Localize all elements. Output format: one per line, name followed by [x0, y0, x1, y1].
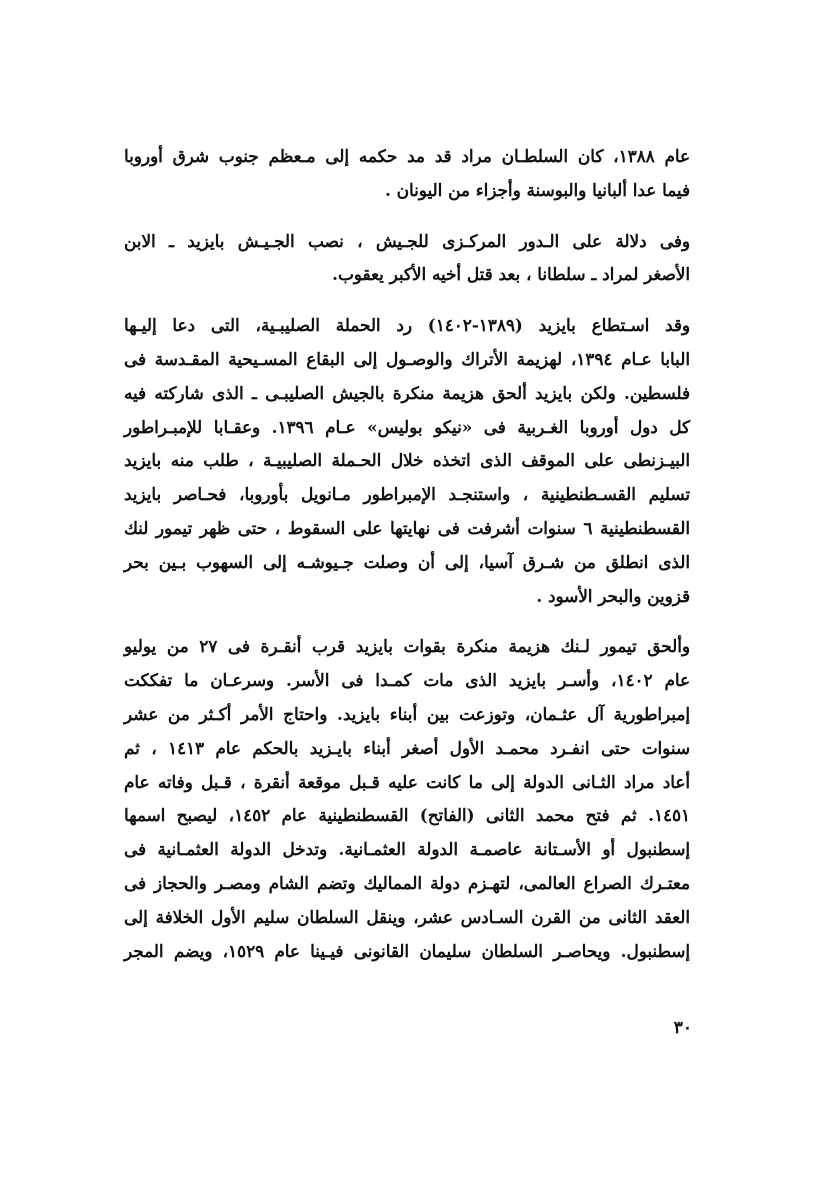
- text-line: وألحق تيمور لـنك هزيمة منكرة بقوات بايزيد قرب أنقـرة فى ٢٧ من يوليو: [124, 636, 690, 657]
- text-line: عام ١٤٠٢، وأسـر بايزيد الذى مات كمـدا فى الأسر. وسرعـان ما تفككت: [124, 670, 690, 691]
- text-line: إمبراطورية آل عثـمان، وتوزعت بين أبناء بايزيد. واحتاج الأمر أكـثر من عشر: [124, 703, 690, 724]
- text-line: فيما عدا ألبانيا والبوسنة وأجزاء من اليونان .: [385, 179, 690, 200]
- text-line: ١٤٥١. ثم فتح محمد الثانى (الفاتح) القسطنطينية عام ١٤٥٢، ليصبح اسمها: [124, 805, 690, 826]
- text-line: تسليم القسـطنطينية ، واستنجـد الإمبراطور مـانويل بأوروبا، فحـاصر بايزيد: [124, 484, 690, 505]
- text-line: عام ١٣٨٨، كان السلطـان مراد قد مد حكمه إلى مـعظم جنوب شرق أوروبا: [124, 146, 690, 166]
- text-line: القسطنطينية ٦ سنوات أشرفت فى نهايتها على السقوط ، حتى ظهر تيمور لنك: [124, 517, 690, 538]
- text-line: إسطنبول. ويحاصـر السلطان سليمان القانونى فيـينا عام ١٥٢٩، ويضم المجر: [124, 940, 690, 961]
- paragraph-2: [124, 225, 690, 293]
- text-line: وفى دلالة على الـدور المركـزى للجـيش ، نصب الجـيـش بايزيد ـ الابن: [124, 230, 690, 251]
- paragraph-4: [124, 630, 690, 968]
- text-line: العقد الثانى من القرن السـادس عشر، وينقل السلطان سليم الأول الخلافة إلى: [124, 906, 690, 927]
- text-line: الأصغر لمراد ـ سلطانا ، بعد قتل أخيه الأكبر يعقوب.: [332, 264, 690, 285]
- body-text: [124, 140, 690, 968]
- paragraph-3: [124, 309, 690, 613]
- text-line: إسطنبول أو الأسـتانة عاصمـة الدولة العثمـانية. وتدخل الدولة العثمـانية فى: [124, 839, 690, 860]
- text-line: كل دول أوروبا الغـربية فى «نيكو بوليس» عـام ١٣٩٦. وعقـابا للإمبـراطور: [124, 416, 690, 437]
- text-line: الذى انطلق من شـرق آسيا، إلى أن وصلت جـيوشـه إلى السهوب بـين بحر: [124, 551, 690, 572]
- text-line: قزوين والبحر الأسود .: [536, 585, 690, 606]
- text-line: البيـزنطى على الموقف الذى اتخذه خلال الحـملة الصليبيـة ، طلب منه بايزيد: [124, 450, 690, 471]
- text-line: معتـرك الصراع العالمى، لتهـزم دولة المماليك وتضم الشام ومصـر والحجاز فى: [124, 872, 690, 893]
- paragraph-1: [124, 140, 690, 208]
- text-line: فلسطين. ولكن بايزيد ألحق هزيمة منكرة بالجيش الصليبـى ـ الذى شاركته فيه: [124, 382, 690, 403]
- text-line: البابا عـام ١٣٩٤، لهزيمة الأتراك والوصـول إلى البقاع المسـيحية المقـدسة فى: [124, 348, 690, 369]
- text-line: وقد اسـتطاع بايزيد (١٣٨٩-١٤٠٢) رد الحملة الصليبـية، التى دعا إليـها: [124, 315, 690, 336]
- text-line: سنوات حتى انفـرد محمـد الأول أصغر أبناء بايـزيد بالحكم عام ١٤١٣ ، ثم: [124, 737, 690, 758]
- page-number: ٣٠: [673, 1018, 692, 1038]
- text-line: أعاد مراد الثـانى الدولة إلى ما كانت عليه قـبل موقعة أنقرة ، قـبل وفاته عام: [124, 771, 690, 792]
